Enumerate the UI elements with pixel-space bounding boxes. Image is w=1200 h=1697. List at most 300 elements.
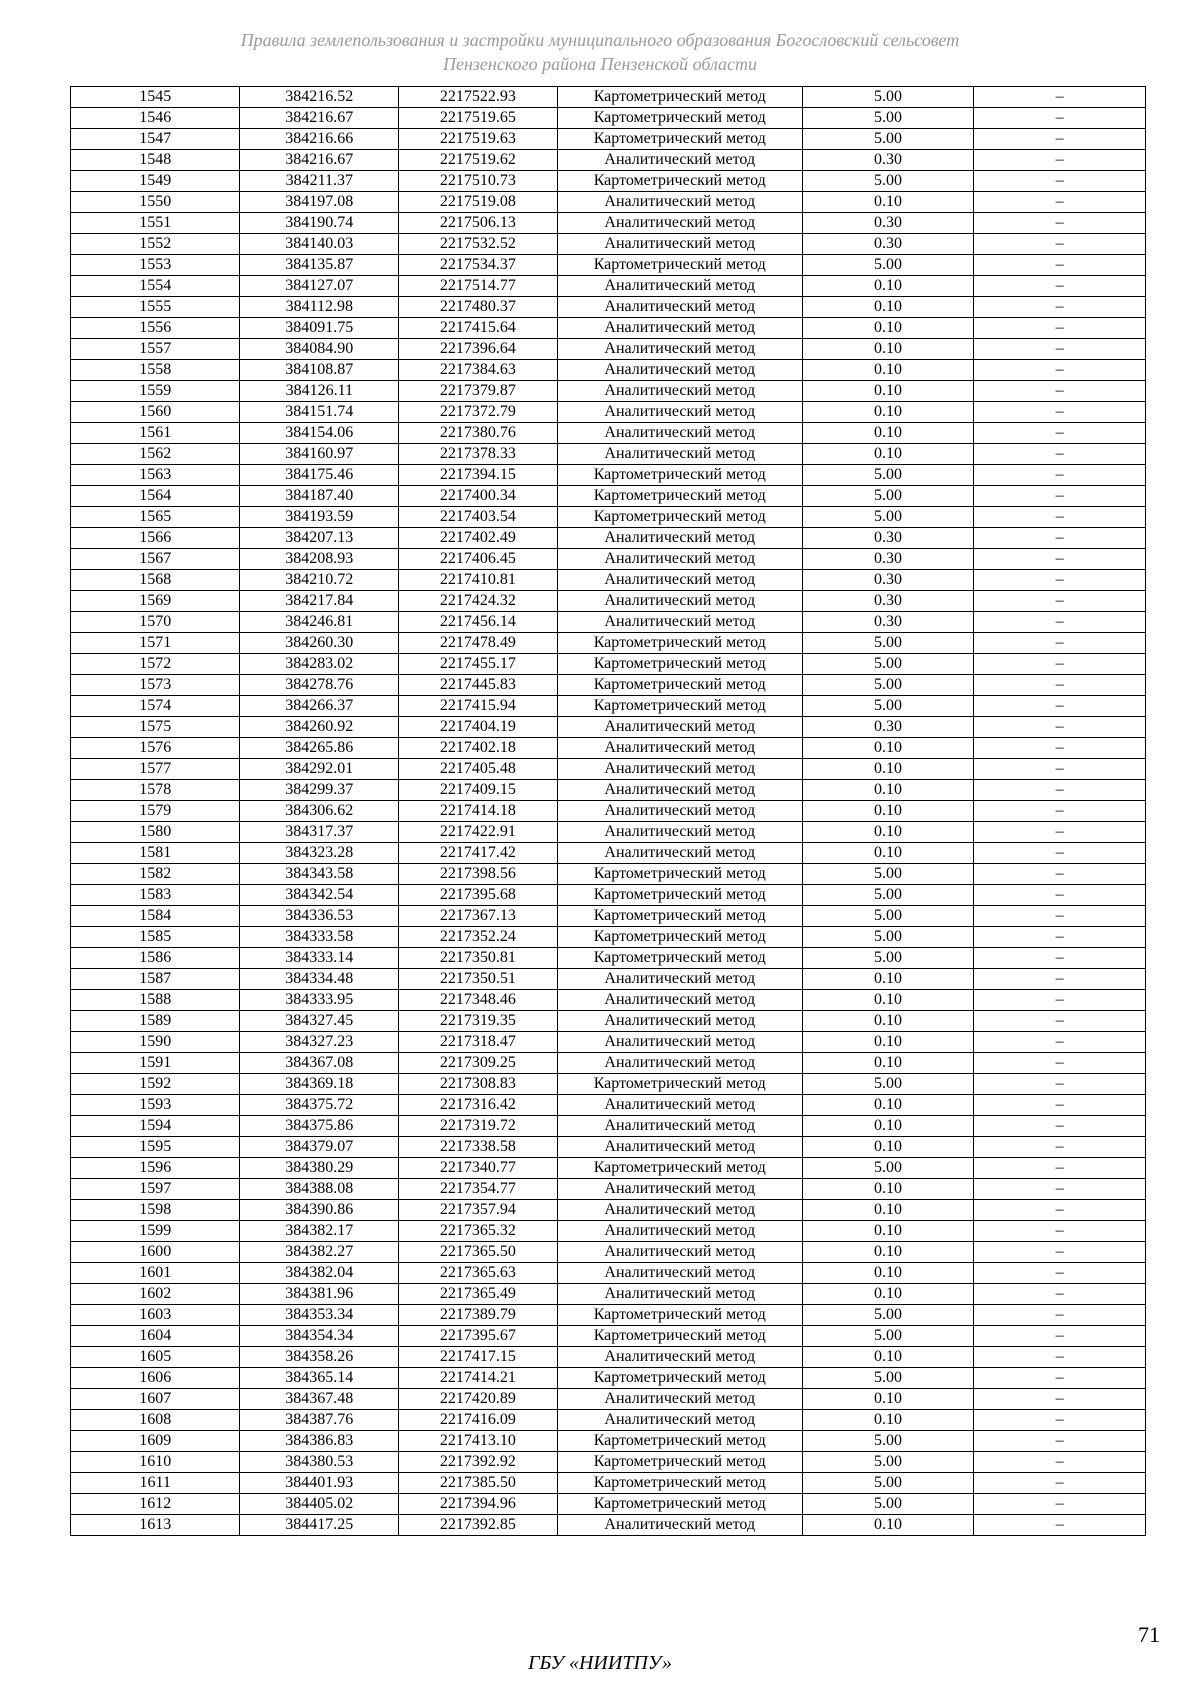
method-cell: Аналитический метод [557,738,802,759]
point-number-cell: 1576 [71,738,240,759]
y-coordinate-cell: 2217519.63 [399,129,558,150]
table-row [71,381,1146,402]
table-row [71,1368,1146,1389]
accuracy-cell: 0.10 [802,1410,974,1431]
x-coordinate-cell: 384160.97 [240,444,399,465]
accuracy-cell: 0.30 [802,213,974,234]
table-row [71,927,1146,948]
method-cell: Аналитический метод [557,990,802,1011]
method-cell: Картометрический метод [557,486,802,507]
table-row [71,465,1146,486]
description-cell: – [974,1326,1146,1347]
table-row [71,213,1146,234]
x-coordinate-cell: 384216.67 [240,150,399,171]
y-coordinate-cell: 2217422.91 [399,822,558,843]
y-coordinate-cell: 2217519.62 [399,150,558,171]
accuracy-cell: 0.10 [802,1242,974,1263]
method-cell: Картометрический метод [557,1158,802,1179]
table-row [71,906,1146,927]
accuracy-cell: 5.00 [802,906,974,927]
point-number-cell: 1570 [71,612,240,633]
method-cell: Картометрический метод [557,633,802,654]
method-cell: Аналитический метод [557,213,802,234]
y-coordinate-cell: 2217384.63 [399,360,558,381]
description-cell: – [974,1242,1146,1263]
accuracy-cell: 0.10 [802,276,974,297]
table-row [71,570,1146,591]
method-cell: Аналитический метод [557,1200,802,1221]
table-row [71,87,1146,108]
method-cell: Картометрический метод [557,1368,802,1389]
accuracy-cell: 0.10 [802,1389,974,1410]
table-row [71,801,1146,822]
description-cell: – [974,654,1146,675]
y-coordinate-cell: 2217367.13 [399,906,558,927]
point-number-cell: 1595 [71,1137,240,1158]
description-cell: – [974,1011,1146,1032]
description-cell: – [974,549,1146,570]
y-coordinate-cell: 2217414.18 [399,801,558,822]
x-coordinate-cell: 384327.23 [240,1032,399,1053]
accuracy-cell: 5.00 [802,864,974,885]
table-row [71,1263,1146,1284]
method-cell: Аналитический метод [557,1221,802,1242]
y-coordinate-cell: 2217424.32 [399,591,558,612]
y-coordinate-cell: 2217392.92 [399,1452,558,1473]
table-row [71,780,1146,801]
accuracy-cell: 0.30 [802,234,974,255]
method-cell: Аналитический метод [557,1347,802,1368]
point-number-cell: 1610 [71,1452,240,1473]
x-coordinate-cell: 384382.27 [240,1242,399,1263]
y-coordinate-cell: 2217406.45 [399,549,558,570]
point-number-cell: 1598 [71,1200,240,1221]
method-cell: Картометрический метод [557,465,802,486]
y-coordinate-cell: 2217319.72 [399,1116,558,1137]
method-cell: Аналитический метод [557,591,802,612]
method-cell: Аналитический метод [557,528,802,549]
table-row [71,612,1146,633]
y-coordinate-cell: 2217309.25 [399,1053,558,1074]
point-number-cell: 1568 [71,570,240,591]
description-cell: – [974,1389,1146,1410]
description-cell: – [974,423,1146,444]
y-coordinate-cell: 2217395.67 [399,1326,558,1347]
accuracy-cell: 0.10 [802,1011,974,1032]
description-cell: – [974,969,1146,990]
accuracy-cell: 0.30 [802,591,974,612]
point-number-cell: 1605 [71,1347,240,1368]
accuracy-cell: 0.30 [802,549,974,570]
method-cell: Аналитический метод [557,1011,802,1032]
point-number-cell: 1555 [71,297,240,318]
method-cell: Аналитический метод [557,1095,802,1116]
y-coordinate-cell: 2217417.42 [399,843,558,864]
method-cell: Аналитический метод [557,192,802,213]
y-coordinate-cell: 2217350.81 [399,948,558,969]
x-coordinate-cell: 384211.37 [240,171,399,192]
x-coordinate-cell: 384260.30 [240,633,399,654]
x-coordinate-cell: 384334.48 [240,969,399,990]
x-coordinate-cell: 384260.92 [240,717,399,738]
table-row [71,150,1146,171]
point-number-cell: 1573 [71,675,240,696]
y-coordinate-cell: 2217415.64 [399,318,558,339]
y-coordinate-cell: 2217352.24 [399,927,558,948]
accuracy-cell: 0.10 [802,444,974,465]
table-row [71,738,1146,759]
point-number-cell: 1609 [71,1431,240,1452]
x-coordinate-cell: 384369.18 [240,1074,399,1095]
accuracy-cell: 5.00 [802,1368,974,1389]
description-cell: – [974,1431,1146,1452]
point-number-cell: 1584 [71,906,240,927]
description-cell: – [974,822,1146,843]
point-number-cell: 1591 [71,1053,240,1074]
point-number-cell: 1597 [71,1179,240,1200]
accuracy-cell: 0.10 [802,1053,974,1074]
table-row [71,654,1146,675]
point-number-cell: 1545 [71,87,240,108]
description-cell: – [974,213,1146,234]
accuracy-cell: 0.10 [802,423,974,444]
table-row [71,1389,1146,1410]
y-coordinate-cell: 2217308.83 [399,1074,558,1095]
x-coordinate-cell: 384417.25 [240,1515,399,1536]
method-cell: Аналитический метод [557,1263,802,1284]
y-coordinate-cell: 2217480.37 [399,297,558,318]
method-cell: Аналитический метод [557,780,802,801]
y-coordinate-cell: 2217394.15 [399,465,558,486]
table-row [71,1473,1146,1494]
x-coordinate-cell: 384127.07 [240,276,399,297]
point-number-cell: 1560 [71,402,240,423]
description-cell: – [974,1074,1146,1095]
table-row [71,129,1146,150]
table-row [71,1074,1146,1095]
method-cell: Аналитический метод [557,1179,802,1200]
method-cell: Картометрический метод [557,1326,802,1347]
table-row [71,255,1146,276]
y-coordinate-cell: 2217402.18 [399,738,558,759]
x-coordinate-cell: 384190.74 [240,213,399,234]
table-row [71,276,1146,297]
accuracy-cell: 0.10 [802,1515,974,1536]
y-coordinate-cell: 2217389.79 [399,1305,558,1326]
method-cell: Аналитический метод [557,1137,802,1158]
description-cell: – [974,1305,1146,1326]
method-cell: Аналитический метод [557,423,802,444]
y-coordinate-cell: 2217398.56 [399,864,558,885]
y-coordinate-cell: 2217414.21 [399,1368,558,1389]
point-number-cell: 1551 [71,213,240,234]
y-coordinate-cell: 2217354.77 [399,1179,558,1200]
accuracy-cell: 0.10 [802,1263,974,1284]
table-row [71,528,1146,549]
table-row [71,1011,1146,1032]
point-number-cell: 1582 [71,864,240,885]
page-footer: ГБУ «НИИТПУ» [528,1652,672,1674]
table-row [71,717,1146,738]
method-cell: Картометрический метод [557,1452,802,1473]
y-coordinate-cell: 2217379.87 [399,381,558,402]
accuracy-cell: 0.30 [802,570,974,591]
description-cell: – [974,318,1146,339]
table-body [71,87,1146,1536]
accuracy-cell: 5.00 [802,696,974,717]
accuracy-cell: 5.00 [802,1074,974,1095]
description-cell: – [974,465,1146,486]
method-cell: Картометрический метод [557,906,802,927]
point-number-cell: 1549 [71,171,240,192]
y-coordinate-cell: 2217410.81 [399,570,558,591]
method-cell: Аналитический метод [557,234,802,255]
x-coordinate-cell: 384084.90 [240,339,399,360]
description-cell: – [974,1221,1146,1242]
y-coordinate-cell: 2217372.79 [399,402,558,423]
point-number-cell: 1556 [71,318,240,339]
x-coordinate-cell: 384336.53 [240,906,399,927]
point-number-cell: 1562 [71,444,240,465]
x-coordinate-cell: 384216.67 [240,108,399,129]
description-cell: – [974,1494,1146,1515]
point-number-cell: 1590 [71,1032,240,1053]
point-number-cell: 1603 [71,1305,240,1326]
x-coordinate-cell: 384381.96 [240,1284,399,1305]
table-row [71,318,1146,339]
x-coordinate-cell: 384135.87 [240,255,399,276]
x-coordinate-cell: 384401.93 [240,1473,399,1494]
point-number-cell: 1552 [71,234,240,255]
y-coordinate-cell: 2217348.46 [399,990,558,1011]
x-coordinate-cell: 384317.37 [240,822,399,843]
accuracy-cell: 5.00 [802,948,974,969]
method-cell: Аналитический метод [557,402,802,423]
x-coordinate-cell: 384091.75 [240,318,399,339]
accuracy-cell: 5.00 [802,171,974,192]
header-line-2: Пензенского района Пензенской области [442,54,758,74]
point-number-cell: 1561 [71,423,240,444]
method-cell: Аналитический метод [557,549,802,570]
method-cell: Аналитический метод [557,1410,802,1431]
table-row [71,486,1146,507]
accuracy-cell: 0.10 [802,339,974,360]
x-coordinate-cell: 384246.81 [240,612,399,633]
accuracy-cell: 5.00 [802,1431,974,1452]
y-coordinate-cell: 2217385.50 [399,1473,558,1494]
method-cell: Картометрический метод [557,654,802,675]
table-row [71,1158,1146,1179]
table-row [71,1347,1146,1368]
method-cell: Картометрический метод [557,1494,802,1515]
method-cell: Аналитический метод [557,1242,802,1263]
y-coordinate-cell: 2217403.54 [399,507,558,528]
point-number-cell: 1589 [71,1011,240,1032]
coordinates-table [70,86,1146,1536]
description-cell: – [974,612,1146,633]
x-coordinate-cell: 384375.72 [240,1095,399,1116]
table-row [71,108,1146,129]
accuracy-cell: 0.10 [802,381,974,402]
y-coordinate-cell: 2217340.77 [399,1158,558,1179]
point-number-cell: 1587 [71,969,240,990]
header-line-1: Правила землепользования и застройки муниципального образования Богословский сельсовет [240,30,960,50]
x-coordinate-cell: 384216.52 [240,87,399,108]
x-coordinate-cell: 384379.07 [240,1137,399,1158]
description-cell: – [974,339,1146,360]
method-cell: Аналитический метод [557,1284,802,1305]
description-cell: – [974,1179,1146,1200]
description-cell: – [974,696,1146,717]
accuracy-cell: 0.10 [802,780,974,801]
description-cell: – [974,276,1146,297]
accuracy-cell: 5.00 [802,129,974,150]
y-coordinate-cell: 2217514.77 [399,276,558,297]
table-row [71,423,1146,444]
table-row [71,948,1146,969]
x-coordinate-cell: 384193.59 [240,507,399,528]
method-cell: Картометрический метод [557,1431,802,1452]
accuracy-cell: 5.00 [802,927,974,948]
x-coordinate-cell: 384343.58 [240,864,399,885]
y-coordinate-cell: 2217420.89 [399,1389,558,1410]
description-cell: – [974,381,1146,402]
page-header [0,28,1200,76]
point-number-cell: 1557 [71,339,240,360]
x-coordinate-cell: 384333.58 [240,927,399,948]
method-cell: Аналитический метод [557,822,802,843]
accuracy-cell: 0.10 [802,1284,974,1305]
method-cell: Аналитический метод [557,570,802,591]
x-coordinate-cell: 384382.17 [240,1221,399,1242]
method-cell: Картометрический метод [557,507,802,528]
accuracy-cell: 5.00 [802,1473,974,1494]
x-coordinate-cell: 384126.11 [240,381,399,402]
table-row [71,339,1146,360]
accuracy-cell: 5.00 [802,633,974,654]
x-coordinate-cell: 384323.28 [240,843,399,864]
description-cell: – [974,738,1146,759]
point-number-cell: 1559 [71,381,240,402]
description-cell: – [974,1095,1146,1116]
x-coordinate-cell: 384367.48 [240,1389,399,1410]
point-number-cell: 1547 [71,129,240,150]
method-cell: Картометрический метод [557,255,802,276]
method-cell: Картометрический метод [557,927,802,948]
y-coordinate-cell: 2217519.65 [399,108,558,129]
y-coordinate-cell: 2217510.73 [399,171,558,192]
x-coordinate-cell: 384382.04 [240,1263,399,1284]
point-number-cell: 1572 [71,654,240,675]
x-coordinate-cell: 384187.40 [240,486,399,507]
table-row [71,171,1146,192]
accuracy-cell: 5.00 [802,108,974,129]
description-cell: – [974,1263,1146,1284]
table-row [71,1200,1146,1221]
method-cell: Картометрический метод [557,87,802,108]
y-coordinate-cell: 2217316.42 [399,1095,558,1116]
x-coordinate-cell: 384380.29 [240,1158,399,1179]
table-row [71,549,1146,570]
description-cell: – [974,1032,1146,1053]
method-cell: Аналитический метод [557,1053,802,1074]
x-coordinate-cell: 384292.01 [240,759,399,780]
x-coordinate-cell: 384375.86 [240,1116,399,1137]
table-row [71,1305,1146,1326]
accuracy-cell: 5.00 [802,486,974,507]
description-cell: – [974,885,1146,906]
description-cell: – [974,108,1146,129]
point-number-cell: 1601 [71,1263,240,1284]
y-coordinate-cell: 2217338.58 [399,1137,558,1158]
table-row [71,885,1146,906]
accuracy-cell: 5.00 [802,1158,974,1179]
method-cell: Аналитический метод [557,1032,802,1053]
table-row [71,297,1146,318]
x-coordinate-cell: 384197.08 [240,192,399,213]
description-cell: – [974,843,1146,864]
description-cell: – [974,129,1146,150]
table-row [71,360,1146,381]
table-row [71,1116,1146,1137]
description-cell: – [974,234,1146,255]
x-coordinate-cell: 384327.45 [240,1011,399,1032]
description-cell: – [974,570,1146,591]
table-row [71,822,1146,843]
x-coordinate-cell: 384354.34 [240,1326,399,1347]
method-cell: Картометрический метод [557,675,802,696]
y-coordinate-cell: 2217415.94 [399,696,558,717]
x-coordinate-cell: 384216.66 [240,129,399,150]
y-coordinate-cell: 2217478.49 [399,633,558,654]
point-number-cell: 1567 [71,549,240,570]
x-coordinate-cell: 384380.53 [240,1452,399,1473]
method-cell: Аналитический метод [557,612,802,633]
description-cell: – [974,528,1146,549]
x-coordinate-cell: 384353.34 [240,1305,399,1326]
method-cell: Аналитический метод [557,759,802,780]
x-coordinate-cell: 384278.76 [240,675,399,696]
description-cell: – [974,1284,1146,1305]
table-row [71,696,1146,717]
point-number-cell: 1599 [71,1221,240,1242]
table-row [71,843,1146,864]
accuracy-cell: 5.00 [802,1326,974,1347]
description-cell: – [974,1515,1146,1536]
description-cell: – [974,1053,1146,1074]
accuracy-cell: 0.10 [802,759,974,780]
description-cell: – [974,948,1146,969]
description-cell: – [974,927,1146,948]
point-number-cell: 1586 [71,948,240,969]
table-row [71,1095,1146,1116]
x-coordinate-cell: 384151.74 [240,402,399,423]
point-number-cell: 1546 [71,108,240,129]
description-cell: – [974,675,1146,696]
accuracy-cell: 0.10 [802,969,974,990]
table-row [71,1452,1146,1473]
y-coordinate-cell: 2217378.33 [399,444,558,465]
y-coordinate-cell: 2217365.63 [399,1263,558,1284]
description-cell: – [974,801,1146,822]
point-number-cell: 1550 [71,192,240,213]
point-number-cell: 1553 [71,255,240,276]
accuracy-cell: 0.30 [802,150,974,171]
description-cell: – [974,297,1146,318]
table-row [71,444,1146,465]
table-row [71,1284,1146,1305]
accuracy-cell: 5.00 [802,507,974,528]
